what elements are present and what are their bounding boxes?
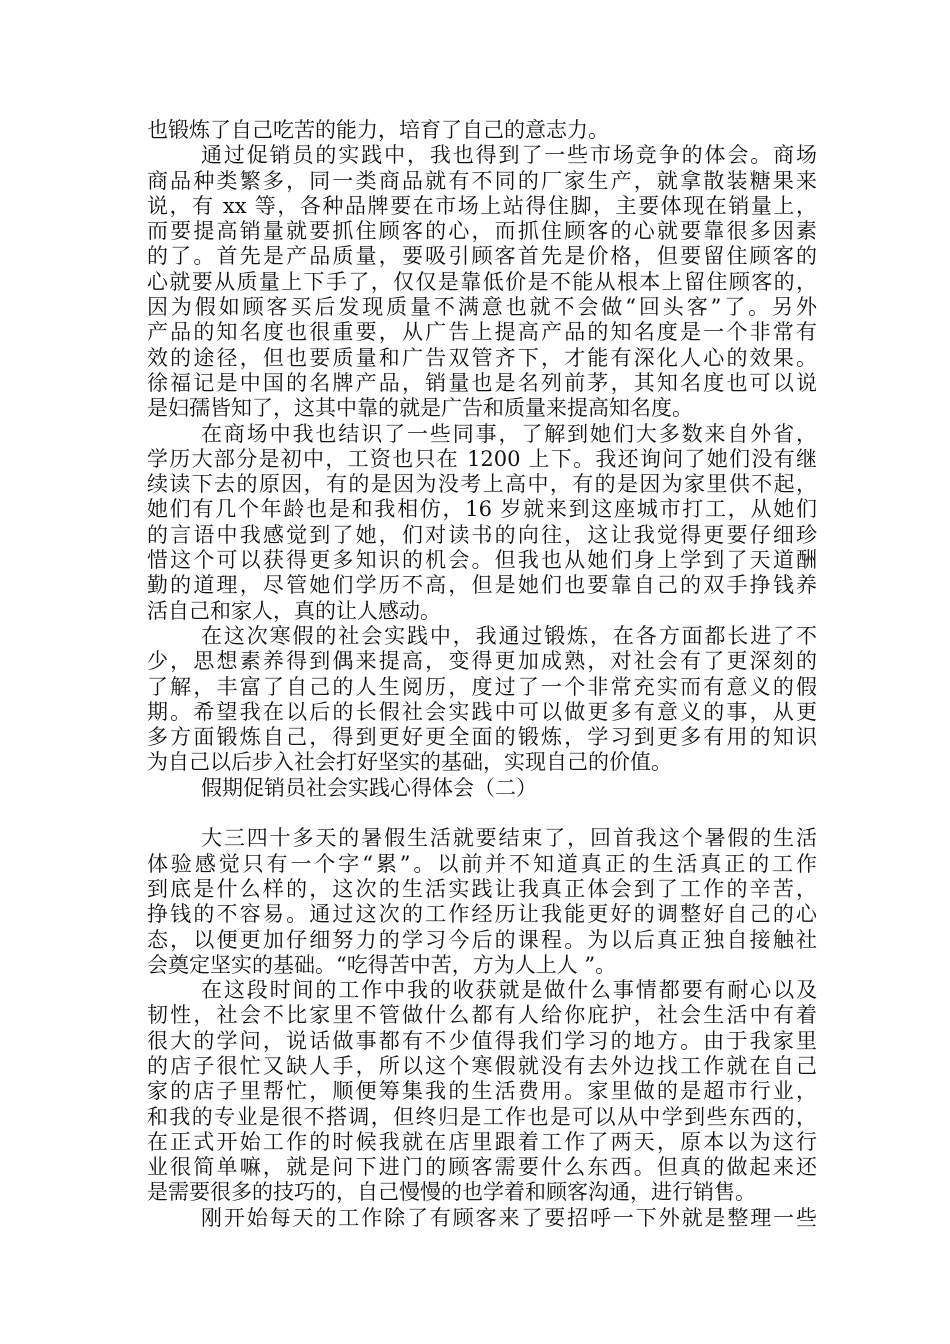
text-line: 挣钱的不容易。通过这次的工作经历让我能更好的调整好自己的心 xyxy=(147,902,817,927)
text-line: 勤的道理，尽管她们学历不高，但是她们也要靠自己的双手挣钱养 xyxy=(147,573,817,598)
text-line: 少，思想素养得到偶来提高，变得更加成熟，对社会有了更深刻的 xyxy=(147,649,817,674)
text-line: 也锻炼了自己吃苦的能力，培育了自己的意志力。 xyxy=(147,118,609,142)
text-line: 因为假如顾客买后发现质量不满意也就不会做“回头客”了。另外 xyxy=(147,295,817,320)
paragraph-first-line: 在这段时间的工作中我的收获就是做什么事情都要有耐心以及 xyxy=(201,978,817,1003)
text-line: 效的途径，但也要质量和广告双管齐下，才能有深化人心的效果。 xyxy=(147,345,817,370)
text-line: 她们有几个年龄也是和我相仿，16 岁就来到这座城市打工，从她们 xyxy=(147,497,817,522)
text-line: 会奠定坚实的基础。“吃得苦中苦，方为人上人 ”。 xyxy=(147,952,617,977)
text-line: 续读下去的原因，有的是因为没考上高中，有的是因为家里供不起， xyxy=(147,472,817,497)
paragraph-first-line: 在这次寒假的社会实践中，我通过锻炼，在各方面都长进了不 xyxy=(201,623,817,648)
text-line: 学历大部分是初中，工资也只在 1200 上下。我还询问了她们没有继 xyxy=(147,446,817,471)
text-line: 的言语中我感觉到了她，们对读书的向往，这让我觉得更要仔细珍 xyxy=(147,522,817,547)
text-line: 的了。首先是产品质量，要吸引顾客首先是价格，但要留住顾客的 xyxy=(147,244,817,269)
text-line: 韧性，社会不比家里不管做什么都有人给你庇护，社会生活中有着 xyxy=(147,1003,817,1028)
text-line: 是妇孺皆知了，这其中靠的就是广告和质量来提高知名度。 xyxy=(147,396,693,421)
text-line: 产品的知名度也很重要，从广告上提高产品的知名度是一个非常有 xyxy=(147,320,817,345)
text-line: 了解，丰富了自己的人生阅历，度过了一个非常充实而有意义的假 xyxy=(147,674,817,699)
text-line: 业很简单嘛，就是问下进门的顾客需要什么东西。但真的做起来还 xyxy=(147,1155,817,1180)
text-line: 期。希望我在以后的长假社会实践中可以做更多有意义的事，从更 xyxy=(147,699,817,724)
text-line: 为自己以后步入社会打好坚实的基础，实现自己的价值。 xyxy=(147,750,672,775)
text-line: 态，以便更加仔细努力的学习今后的课程。为以后真正独自接触社 xyxy=(147,927,817,952)
text-line: 而要提高销量就要抓住顾客的心，而抓住顾客的心就要靠很多因素 xyxy=(147,219,817,244)
text-line: 徐福记是中国的名牌产品，销量也是名列前茅，其知名度也可以说 xyxy=(147,370,817,395)
paragraph-first-line: 通过促销员的实践中，我也得到了一些市场竞争的体会。商场 xyxy=(201,143,817,168)
text-line: 在正式开始工作的时候我就在店里跟着工作了两天，原本以为这行 xyxy=(147,1129,817,1154)
blank-line xyxy=(147,801,817,826)
text-line: 到底是什么样的，这次的生活实践让我真正体会到了工作的辛苦， xyxy=(147,876,817,901)
text-line: 是需要很多的技巧的，自己慢慢的也学着和顾客沟通，进行销售。 xyxy=(147,1180,756,1205)
text-line: 体验感觉只有一个字“累”。以前并不知道真正的生活真正的工作 xyxy=(147,851,817,876)
text-line: 心就要从质量上下手了，仅仅是靠低价是不能从根本上留住顾客的， xyxy=(147,269,817,294)
text-line: 说，有 xx 等，各种品牌要在市场上站得住脚，主要体现在销量上， xyxy=(147,193,817,218)
paragraph-first-line: 大三四十多天的暑假生活就要结束了，回首我这个暑假的生活 xyxy=(201,826,817,851)
text-line: 的店子很忙又缺人手，所以这个寒假就没有去外边找工作就在自己 xyxy=(147,1053,817,1078)
text-line: 活自己和家人，真的让人感动。 xyxy=(147,598,441,623)
paragraph-first-line: 假期促销员社会实践心得体会（二） xyxy=(201,775,537,800)
paragraph-first-line: 在商场中我也结识了一些同事，了解到她们大多数来自外省， xyxy=(201,421,817,446)
text-line: 家的店子里帮忙，顺便筹集我的生活费用。家里做的是超市行业， xyxy=(147,1079,817,1104)
text-line: 多方面锻炼自己，得到更好更全面的锻炼，学习到更多有用的知识 xyxy=(147,725,817,750)
paragraph-first-line: 刚开始每天的工作除了有顾客来了要招呼一下外就是整理一些 xyxy=(201,1205,817,1230)
text-line: 惜这个可以获得更多知识的机会。但我也从她们身上学到了天道酬 xyxy=(147,548,817,573)
text-line: 很大的学问，说话做事都有不少值得我们学习的地方。由于我家里 xyxy=(147,1028,817,1053)
document-page xyxy=(147,118,817,1231)
text-line: 商品种类繁多，同一类商品就有不同的厂家生产，就拿散装糖果来 xyxy=(147,168,817,193)
text-line: 和我的专业是很不搭调，但终归是工作也是可以从中学到些东西的， xyxy=(147,1104,817,1129)
